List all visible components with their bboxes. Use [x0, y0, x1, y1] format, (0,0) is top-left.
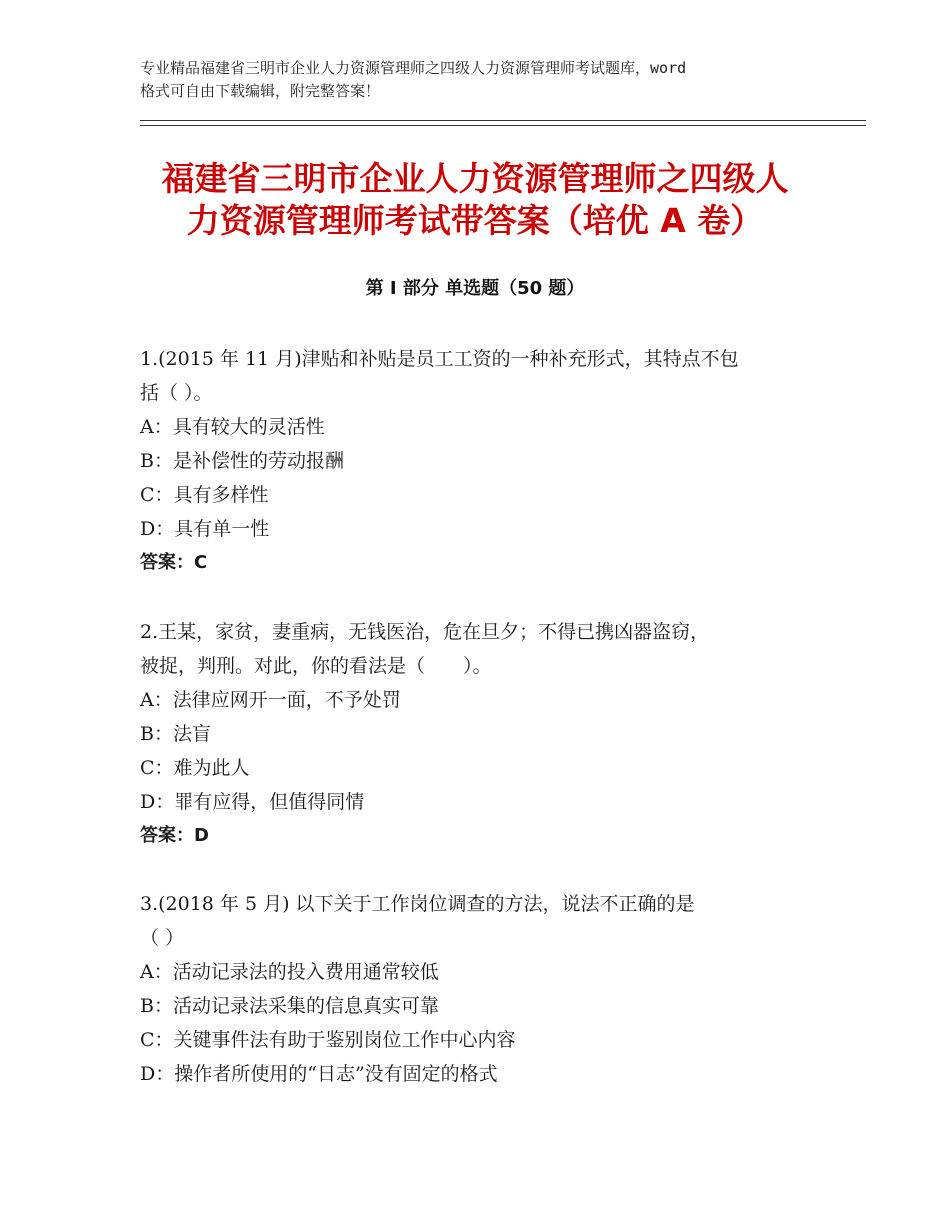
answer: 答案：D [140, 825, 209, 846]
question-stem-continued: 括（ ）。 [140, 382, 213, 404]
document-title [110, 158, 840, 242]
option-c: C：关键事件法有助于鉴别岗位工作中心内容 [140, 1029, 516, 1051]
option-b: B：是补偿性的劳动报酬 [140, 450, 344, 472]
option-d: D：具有单一性 [140, 518, 270, 540]
header-line-2: 格式可自由下载编辑，附完整答案！ [140, 82, 381, 100]
question-stem-continued: 被捉，判刑。对此，你的看法是（ ）。 [140, 655, 492, 677]
question-1 [140, 342, 830, 580]
option-b: B：法盲 [140, 723, 211, 745]
header-divider-top [140, 120, 866, 121]
option-d: D：操作者所使用的“日志”没有固定的格式 [140, 1063, 498, 1085]
question-stem: 3.(2018 年 5 月) 以下关于工作岗位调查的方法，说法不正确的是 [140, 893, 695, 915]
title-line-1: 福建省三明市企业人力资源管理师之四级人 [161, 159, 789, 198]
question-stem: 2.王某，家贫，妻重病，无钱医治，危在旦夕；不得已携凶器盗窃， [140, 621, 710, 643]
answer: 答案：C [140, 552, 208, 573]
question-2 [140, 615, 830, 853]
question-stem-continued: （ ） [140, 927, 185, 949]
section-heading: 第 I 部分 单选题（50 题） [365, 278, 585, 299]
header-line-1: 专业精品福建省三明市企业人力资源管理师之四级人力资源管理师考试题库，word [140, 59, 687, 77]
option-a: A：活动记录法的投入费用通常较低 [140, 961, 439, 983]
document-header [140, 57, 830, 103]
option-a: A：法律应网开一面，不予处罚 [140, 689, 401, 711]
title-line-2: 力资源管理师考试带答案（培优 A 卷） [186, 201, 764, 240]
option-b: B：活动记录法采集的信息真实可靠 [140, 995, 439, 1017]
option-a: A：具有较大的灵活性 [140, 416, 325, 438]
header-divider-bottom [140, 125, 866, 126]
option-c: C：难为此人 [140, 757, 250, 779]
question-stem: 1.(2015 年 11 月)津贴和补贴是员工工资的一种补充形式，其特点不包 [140, 348, 739, 370]
option-d: D：罪有应得，但值得同情 [140, 791, 365, 813]
option-c: C：具有多样性 [140, 484, 269, 506]
question-3 [140, 887, 830, 1091]
